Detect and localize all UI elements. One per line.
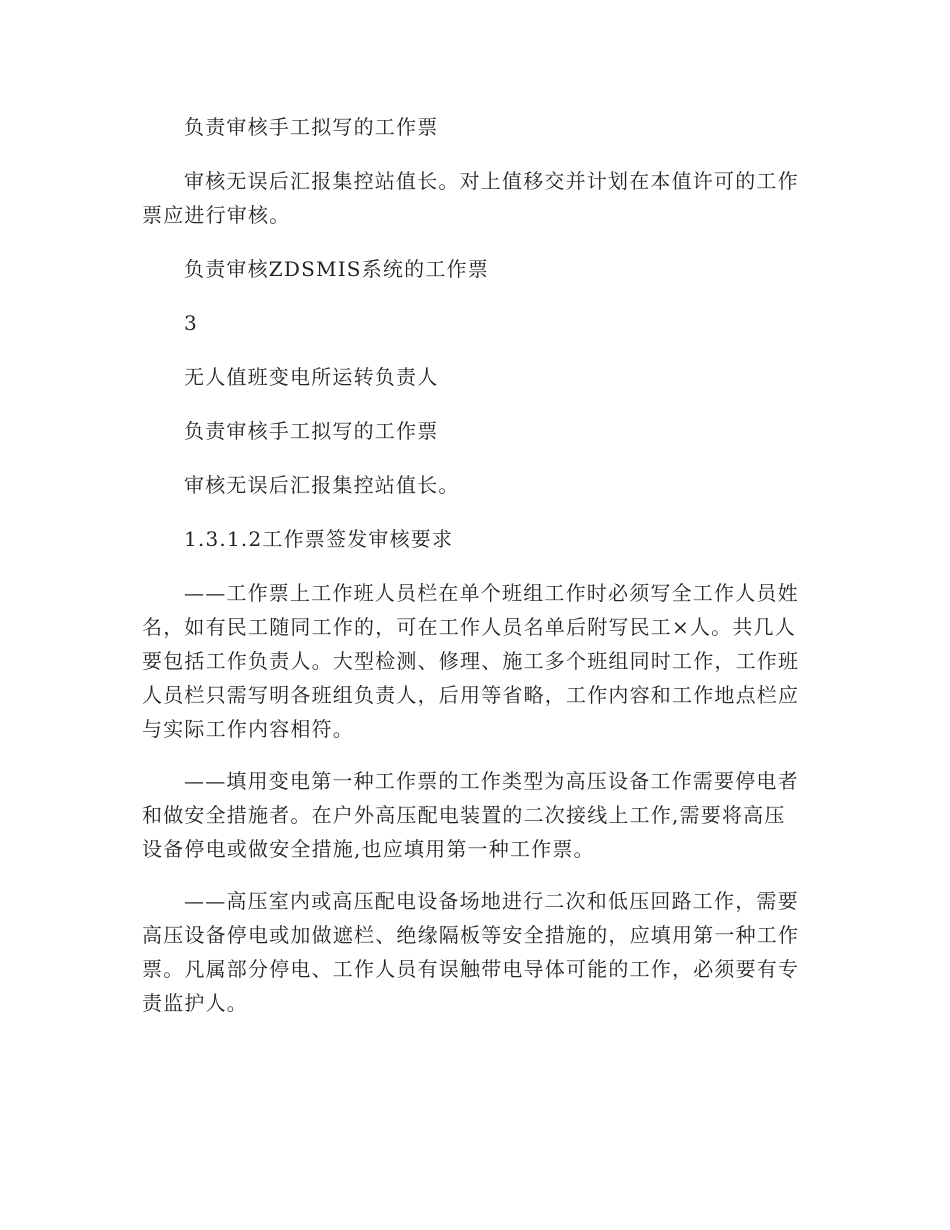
paragraph-item-number: 3 [184,311,198,335]
paragraph-crew-member-field-rule: ——工作票上工作班人员栏在单个班组工作时必须写全工作人员姓名，如有民工随同工作的，可在工作人员名单后附写民工×人。共几人要包括工作负责人。大型检测、修理、施工多个班组同时工作，工作班人员栏只需写明各班组负责人，后用等省略，工作内容和工作地点栏应与实际工作内容相符。 [142,581,800,741]
paragraph-review-handwritten-ticket: 负责审核手工拟写的工作票 [184,115,439,139]
document-body [142,110,802,1020]
paragraph-unattended-substation-role: 无人值班变电所运转负责人 [184,365,439,389]
paragraph-review-zdsmis-ticket: 负责审核ZDSMIS系统的工作票 [184,257,489,281]
paragraph-report-after-review: 审核无误后汇报集控站值长。 [184,473,460,497]
paragraph-secondary-circuit-rule: ——高压室内或高压配电设备场地进行二次和低压回路工作，需要高压设备停电或加做遮栏、绝缘隔板等安全措施的，应填用第一种工作票。凡属部分停电、工作人员有误触带电导体可能的工作，必须要有专责监护人。 [142,889,800,1015]
paragraph-review-handwritten-ticket-2: 负责审核手工拟写的工作票 [184,419,439,443]
section-heading: 1.3.1.2工作票签发审核要求 [184,527,454,551]
paragraph-first-type-ticket-rule: ——填用变电第一种工作票的工作类型为高压设备工作需要停电者和做安全措施者。在户外高压配电装置的二次接线上工作,需要将高压设备停电或做安全措施,也应填用第一种工作票。 [142,769,799,861]
paragraph-report-to-shift-leader: 审核无误后汇报集控站值长。对上值移交并计划在本值许可的工作票应进行审核。 [142,169,799,227]
